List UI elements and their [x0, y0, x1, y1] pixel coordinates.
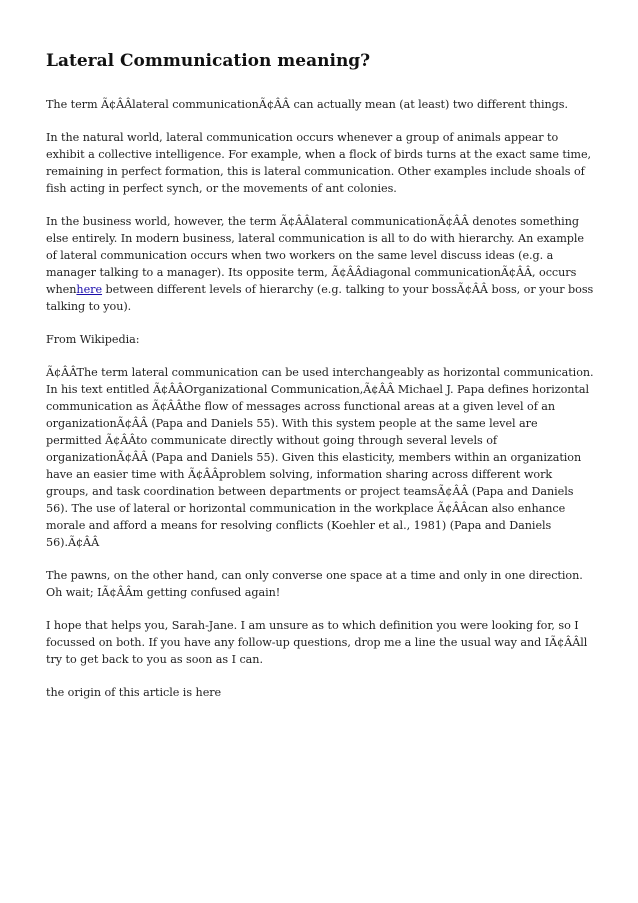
paragraph-closing: I hope that helps you, Sarah-Jane. I am unsure as to which definition you were looking for, so I focussed on both. If you have any follow-up questions, drop me a line the usual way and IÃ¢ÂÂll try to get back to you as soon as I can. — [46, 619, 588, 666]
paragraph-business-text-end: between different levels of hierarchy (e.g. talking to your bossÃ¢ÂÂ boss, or your boss talking to you). — [46, 283, 594, 313]
here-link[interactable]: here — [76, 283, 103, 296]
paragraph-natural-world: In the natural world, lateral communication occurs whenever a group of animals appear to exhibit a collective intelligence. For example, when a flock of birds turns at the exact same time, remaining in perfect formation, this is lateral communication. Other examples include shoals of fish acting in perfect synch, or the movements of ant colonies. — [46, 131, 592, 195]
paragraph-business-world — [46, 213, 594, 315]
paragraph-source-label: From Wikipedia: — [46, 333, 140, 346]
paragraph-business-text: In the business world, however, the term Ã¢ÂÂlateral communicationÃ¢ÂÂ denotes something else entirely. In modern business, lateral communication is all to do with hierarchy. An example of lateral communication occurs when two workers on the same level discuss ideas (e.g. a manager talking to a manager). Its opposite term, Ã¢ÂÂdiagonal communicationÃ¢ÂÂ, occurs when — [46, 215, 584, 296]
article — [46, 50, 594, 717]
page-title: Lateral Communication meaning? — [46, 51, 371, 71]
paragraph-intro: The term Ã¢ÂÂlateral communicationÃ¢ÂÂ can actually mean (at least) two different things. — [46, 98, 568, 111]
paragraph-wikipedia-quote: Ã¢ÂÂThe term lateral communication can be used interchangeably as horizontal communication. In his text entitled Ã¢ÂÂOrganizational Communication,Ã¢ÂÂ Michael J. Papa defines horizontal communication as Ã¢ÂÂthe flow of messages across functional areas at a given level of an organizationÃ¢ÂÂ (Papa and Daniels 55). With this system people at the same level are permitted Ã¢ÂÂto communicate directly without going through several levels of organizationÃ¢ÂÂ (Papa and Daniels 55). Given this elasticity, members within an organization have an easier time with Ã¢ÂÂproblem solving, information sharing across different work groups, and task coordination between departments or project teamsÃ¢ÂÂ (Papa and Daniels 56). The use of lateral or horizontal communication in the workplace Ã¢ÂÂcan also enhance morale and afford a means for resolving conflicts (Koehler et al., 1981) (Papa and Daniels 56).Ã¢ÂÂ — [46, 366, 594, 549]
paragraph-origin: the origin of this article is here — [46, 686, 222, 699]
paragraph-pawns: The pawns, on the other hand, can only converse one space at a time and only in one direction. Oh wait; IÃ¢ÂÂm getting confused again! — [46, 569, 583, 599]
